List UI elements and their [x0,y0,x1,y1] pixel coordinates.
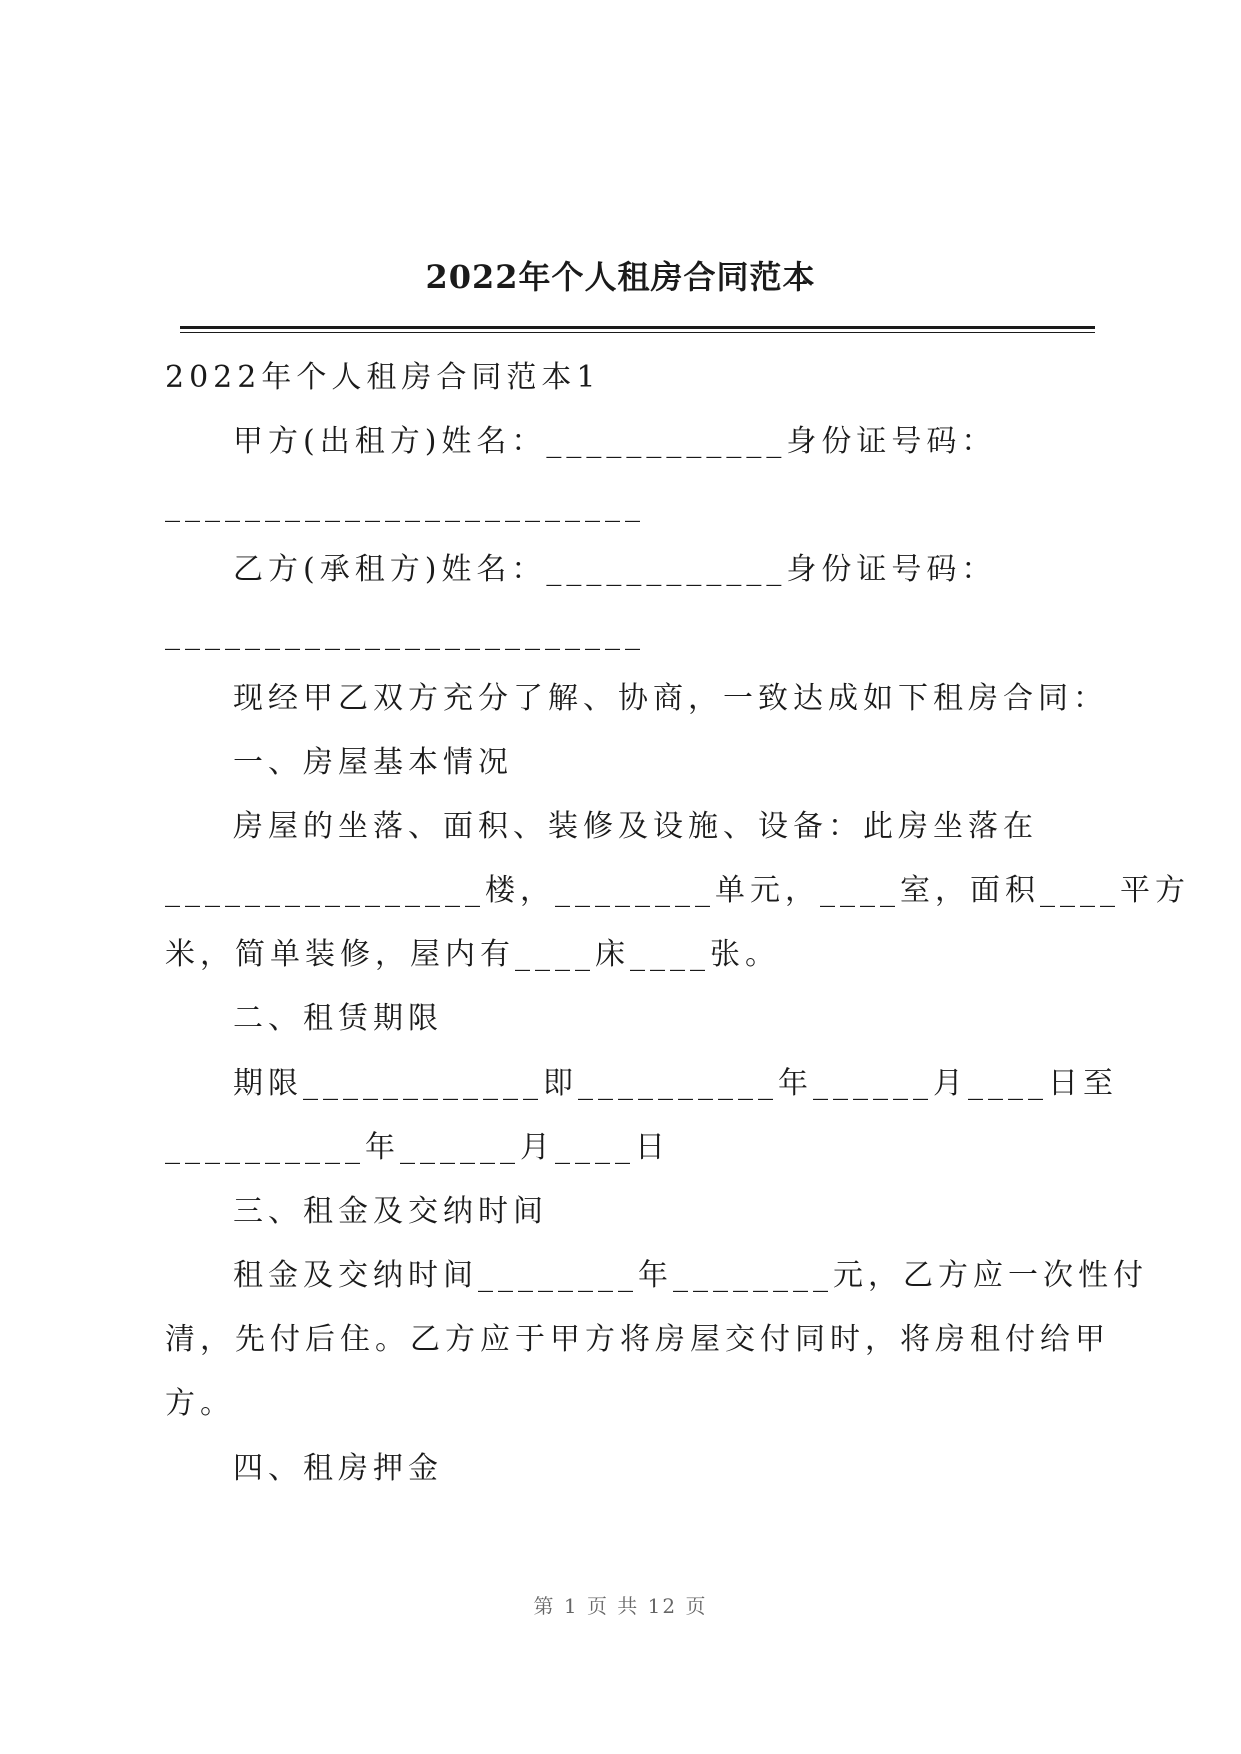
clause-heading-4: 四、租房押金 [233,1451,443,1486]
clause-1-text: 米，简单装修，屋内有____床____张。 [165,937,780,972]
clause-3-text: 租金及交纳时间________年________元，乙方应一次性付 [233,1258,1148,1293]
clause-3-text: 清，先付后住。乙方应于甲方将房屋交付同时，将房租付给甲 [165,1322,1110,1357]
clause-heading-2: 二、租赁期限 [233,1001,443,1036]
page-number-footer: 第 1 页 共 12 页 [533,1594,708,1618]
clause-2-text: __________年______月____日 [165,1130,670,1165]
party-a-id-blank: ________________________ [165,488,645,523]
clause-heading-1: 一、房屋基本情况 [233,745,513,780]
party-b-line: 乙方(承租方)姓名：____________身份证号码： [233,552,997,587]
document-title: 2022年个人租房合同范本 [425,258,816,296]
clause-1-text: ________________楼，________单元，____室，面积____平方 [165,873,1190,908]
party-a-line: 甲方(出租方)姓名：____________身份证号码： [233,424,997,459]
clause-2-text: 期限____________即__________年______月____日至 [233,1066,1118,1101]
section-heading-1: 2022年个人租房合同范本1 [165,360,601,395]
clause-1-text: 房屋的坐落、面积、装修及设施、设备：此房坐落在 [233,809,1038,844]
agreement-intro: 现经甲乙双方充分了解、协商，一致达成如下租房合同： [233,681,1108,716]
clause-3-text: 方。 [165,1386,235,1421]
title-divider-thick [180,326,1095,329]
party-b-id-blank: ________________________ [165,616,645,651]
clause-heading-3: 三、租金及交纳时间 [233,1194,548,1229]
title-divider-thin [180,332,1095,333]
